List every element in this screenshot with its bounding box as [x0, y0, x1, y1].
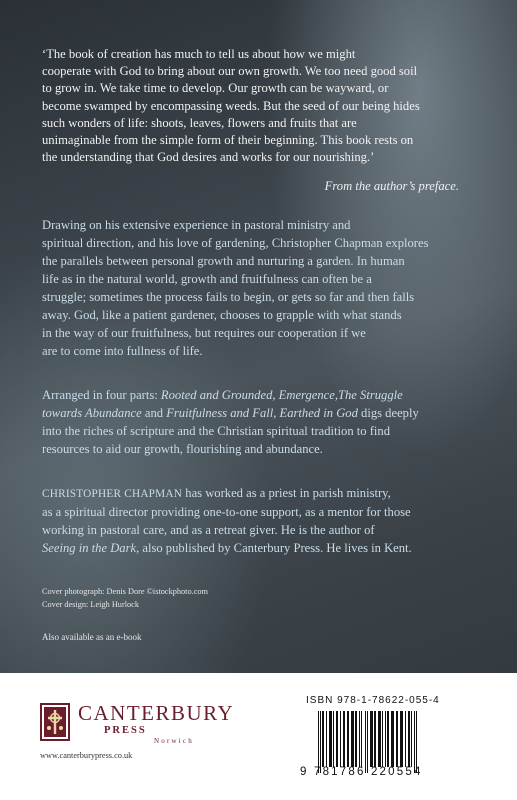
description-line: away. God, like a patient gardener, chooses to grapple with what stands [42, 308, 402, 322]
barcode-bar [400, 711, 403, 767]
part-title: Rooted and Grounded, Emergence, [160, 388, 338, 402]
barcode-bar [408, 711, 410, 767]
barcode-bar [374, 711, 376, 767]
barcode-bar [320, 711, 321, 773]
barcode-bar [351, 711, 354, 767]
bio-line: as a spiritual director providing one-to-one support, as a mentor for those [42, 505, 411, 519]
barcode-bar [329, 711, 332, 767]
bio-line [42, 539, 468, 557]
quote-line: to grow in. We take time to develop. Our growth can be wayward, or [42, 81, 389, 96]
barcode-bar [367, 711, 368, 773]
barcode-bar [365, 711, 366, 773]
barcode-bar [361, 711, 362, 767]
part-title: The Struggle [338, 388, 403, 402]
cover-credits [42, 586, 208, 611]
barcode-bar [318, 711, 319, 773]
structure-paragraph [42, 386, 468, 458]
isbn-label: ISBN 978-1-78622-055-4 [306, 695, 440, 706]
design-credit: Cover design: Leigh Hurlock [42, 599, 140, 609]
barcode-bar [396, 711, 398, 767]
barcode-bar [416, 711, 417, 773]
author-name: CHRISTOPHER CHAPMAN [42, 488, 183, 500]
quote-line: unimaginable from the simple form of their beginning. This book rests on [42, 133, 414, 148]
structure-line: resources to aid our growth, flourishing and abundance. [42, 442, 323, 456]
canterbury-press-emblem-icon [40, 703, 70, 741]
publisher-sub: PRESS [104, 725, 147, 736]
barcode-bar [355, 711, 357, 767]
publisher-name: CANTERBURY [78, 701, 235, 725]
structure-intro: Arranged in four parts: [42, 388, 161, 402]
description-line: struggle; sometimes the process fails to begin, or gets so far and then falls [42, 290, 415, 304]
description-line: spiritual direction, and his love of gardening, Christopher Chapman explores [42, 236, 429, 250]
barcode-bar [414, 711, 415, 773]
description-line: Drawing on his extensive experience in pastoral ministry and [42, 218, 351, 232]
quote-line: such wonders of life: shoots, leaves, flowers and fruits that are [42, 115, 357, 130]
isbn-barcode-block [300, 695, 478, 793]
barcode-bar [405, 711, 406, 767]
bio-line: working in pastoral care, and as a retreat giver. He is the author of [42, 523, 375, 537]
description-line: in the way of our fruitfulness, but requires our cooperation if we [42, 326, 366, 340]
quote-line: ‘The book of creation has much to tell us about how we might [42, 47, 356, 61]
description-line: the parallels between personal growth and nurturing a garden. In human [42, 254, 405, 268]
barcode-bar [322, 711, 324, 767]
quote-line: the understanding that God desires and works for our nourishing.’ [42, 150, 375, 165]
publisher-city: Norwich [154, 737, 194, 745]
quote-line: become swamped by encompassing weeds. But the seed of our being hides [42, 98, 420, 113]
bio-text: has worked as a priest in parish ministry, [182, 486, 391, 500]
structure-text: digs deeply [357, 406, 419, 420]
structure-line [42, 386, 468, 404]
barcode-bar [336, 711, 338, 767]
preface-quote [42, 46, 462, 166]
quote-line: cooperate with God to bring about our own growth. We too need good soil [42, 64, 418, 79]
barcode-digits: 9 781786 220554 [300, 766, 423, 778]
book-title: Seeing in the Dark [42, 541, 137, 555]
structure-line [42, 404, 468, 422]
barcode-bar [382, 711, 383, 767]
description-line: are to come into fullness of life. [42, 344, 203, 358]
barcode-bar [326, 711, 327, 767]
publisher-url[interactable]: www.canterburypress.co.uk [40, 751, 133, 760]
barcode-bar [378, 711, 381, 767]
barcode-bar [347, 711, 349, 767]
structure-line: into the riches of scripture and the Christian spiritual tradition to find [42, 424, 391, 438]
part-title: Fruitfulness and Fall, Earthed in God [166, 406, 358, 420]
part-title: towards Abundance [42, 406, 142, 420]
bio-line [42, 484, 468, 503]
barcode [306, 709, 472, 791]
barcode-bar [340, 711, 341, 767]
barcode-bar [387, 711, 389, 767]
barcode-bar [333, 711, 334, 767]
ebook-note: Also available as an e-book [42, 632, 142, 642]
photo-credit: Cover photograph: Denis Dore ©istockphoto.com [42, 587, 208, 596]
conjunction: and [141, 406, 167, 420]
barcode-bar [343, 711, 345, 767]
barcode-bar [391, 711, 394, 767]
description-paragraph [42, 216, 468, 360]
barcode-bar [359, 711, 360, 767]
barcode-bar [411, 711, 412, 767]
author-bio [42, 484, 468, 557]
barcode-bar [385, 711, 386, 767]
barcode-bar [370, 711, 373, 767]
quote-attribution: From the author’s preface. [324, 179, 459, 193]
publisher-footer [0, 673, 517, 800]
bio-text: , also published by Canterbury Press. He lives in Kent. [136, 541, 412, 555]
description-line: life as in the natural world, growth and fruitfulness can often be a [42, 272, 372, 286]
